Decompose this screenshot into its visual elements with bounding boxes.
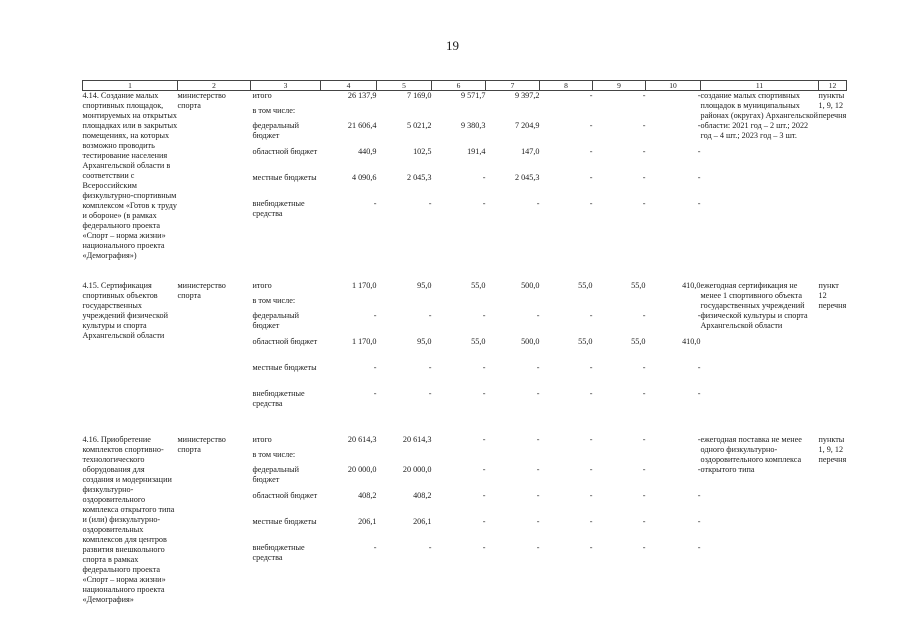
funding-value: 9 397,2 <box>514 91 540 100</box>
funding-source-label: внебюджетные средства <box>252 389 305 408</box>
funding-source-line <box>251 389 701 415</box>
funding-source-label: федеральный бюджет <box>252 121 300 140</box>
indicator-reference: пункты 1, 9, 12 перечня <box>818 435 847 464</box>
funding-value: - <box>697 91 701 100</box>
program-table <box>82 80 847 605</box>
funding-value: 9 380,3 <box>460 121 486 130</box>
responsible-executor: министерство спорта <box>177 91 226 110</box>
funding-value: 55,0 <box>578 281 593 290</box>
funding-source-label: федеральный бюджет <box>252 311 300 330</box>
funding-value: - <box>697 517 701 526</box>
funding-value: - <box>589 491 593 500</box>
funding-source-line <box>251 106 701 121</box>
page-number: 19 <box>446 38 459 53</box>
funding-block <box>251 91 701 262</box>
funding-value: - <box>642 543 646 552</box>
column-header: 8 <box>540 81 593 91</box>
funding-value: 95,0 <box>417 281 432 290</box>
funding-value: - <box>642 173 646 182</box>
funding-value: - <box>642 91 646 100</box>
funding-value: - <box>589 435 593 444</box>
funding-block <box>251 435 701 605</box>
funding-value: - <box>536 363 540 372</box>
funding-value: 55,0 <box>471 337 486 346</box>
funding-value: - <box>373 363 377 372</box>
funding-value: - <box>536 389 540 398</box>
funding-source-label: местные бюджеты <box>252 173 317 182</box>
funding-value: - <box>642 121 646 130</box>
funding-source-line <box>251 91 701 106</box>
funding-value: 20 614,3 <box>402 435 432 444</box>
funding-value: - <box>589 465 593 474</box>
funding-value: - <box>589 389 593 398</box>
funding-value: - <box>642 435 646 444</box>
funding-value: 500,0 <box>521 337 540 346</box>
column-header: 2 <box>178 81 251 91</box>
funding-value: 1 170,0 <box>351 337 377 346</box>
funding-value: - <box>642 517 646 526</box>
funding-value: 95,0 <box>417 337 432 346</box>
funding-source-label: внебюджетные средства <box>252 543 305 562</box>
funding-value: 410,0 <box>682 281 701 290</box>
funding-value: 20 000,0 <box>347 465 377 474</box>
funding-source-line <box>251 296 701 311</box>
measure-name: 4.14. Создание малых спортивных площадок, монтируемых на открытых площадках или в закрытых помещениях, на которых возможно проводить тестирование населения Архангельской области в соответствии с Всероссийским физкультурно-спортивным комплексом «Готов к труду и обороне» (в рамках федерального проекта «Спорт – норма жизни» национального проекта «Демография») <box>82 91 178 260</box>
funding-value: - <box>697 311 701 320</box>
funding-value: - <box>589 517 593 526</box>
column-header: 10 <box>646 81 701 91</box>
column-header: 1 <box>83 81 178 91</box>
funding-value: - <box>589 199 593 208</box>
funding-value: - <box>589 543 593 552</box>
funding-source-line <box>251 363 701 389</box>
funding-value: - <box>589 173 593 182</box>
funding-source-line <box>251 173 701 199</box>
funding-value: - <box>697 363 701 372</box>
funding-source-label: федеральный бюджет <box>252 465 300 484</box>
funding-value: - <box>536 543 540 552</box>
funding-value: 4 090,6 <box>351 173 377 182</box>
funding-value: 2 045,3 <box>406 173 432 182</box>
funding-value: - <box>589 311 593 320</box>
funding-value: 7 169,0 <box>406 91 432 100</box>
measure-name: 4.16. Приобретение комплектов спортивно-технологического оборудования для создания и модернизации физкультурно-оздоровительного комплекса открытого типа и (или) физкультурно-оздоровительных комплексов для центров развития внешкольного спорта в рамках федерального проекта «Спорт – норма жизни» национального проекта «Демография» <box>82 435 175 604</box>
funding-value: - <box>482 199 486 208</box>
column-header: 5 <box>377 81 432 91</box>
funding-value: 408,2 <box>413 491 432 500</box>
funding-value: 408,2 <box>358 491 377 500</box>
funding-value: - <box>482 173 486 182</box>
funding-value: 410,0 <box>682 337 701 346</box>
spacer-cell <box>83 415 847 435</box>
funding-value: - <box>697 465 701 474</box>
funding-value: - <box>482 491 486 500</box>
funding-source-line <box>251 465 701 491</box>
column-header: 12 <box>819 81 847 91</box>
funding-value: - <box>482 311 486 320</box>
column-header: 9 <box>593 81 646 91</box>
spacer-cell <box>83 261 847 281</box>
funding-value: - <box>536 465 540 474</box>
funding-value: 21 606,4 <box>347 121 377 130</box>
funding-value: - <box>536 199 540 208</box>
funding-value: - <box>642 389 646 398</box>
column-header: 6 <box>432 81 486 91</box>
funding-value: - <box>589 91 593 100</box>
funding-value: 191,4 <box>467 147 486 156</box>
funding-value: - <box>373 311 377 320</box>
funding-source-line <box>251 450 701 465</box>
funding-value: - <box>428 363 432 372</box>
column-header: 11 <box>701 81 819 91</box>
funding-value: 7 204,9 <box>514 121 540 130</box>
funding-value: - <box>428 389 432 398</box>
funding-source-label: областной бюджет <box>252 337 318 346</box>
funding-value: 55,0 <box>578 337 593 346</box>
funding-value: - <box>642 363 646 372</box>
funding-value: - <box>373 199 377 208</box>
funding-value: - <box>482 543 486 552</box>
funding-value: - <box>642 491 646 500</box>
row-spacer <box>83 261 847 281</box>
funding-value: 55,0 <box>631 281 646 290</box>
funding-block <box>251 281 701 415</box>
funding-value: - <box>482 517 486 526</box>
funding-value: 55,0 <box>471 281 486 290</box>
funding-value: - <box>536 435 540 444</box>
funding-source-label: местные бюджеты <box>252 517 317 526</box>
funding-value: 500,0 <box>521 281 540 290</box>
funding-value: - <box>697 435 701 444</box>
indicator-reference: пункт 12 перечня <box>818 281 847 310</box>
expected-result: ежегодная поставка не менее одного физкультурно-оздоровительного комплекса открытого типа <box>700 435 802 474</box>
funding-source-label: в том числе: <box>252 450 296 459</box>
funding-value: 147,0 <box>521 147 540 156</box>
funding-value: 5 021,2 <box>406 121 432 130</box>
funding-value: - <box>697 543 701 552</box>
funding-value: 20 614,3 <box>347 435 377 444</box>
funding-source-line <box>251 199 701 225</box>
funding-value: - <box>482 435 486 444</box>
funding-value: - <box>482 389 486 398</box>
funding-source-label: итого <box>252 281 272 290</box>
funding-source-line <box>251 311 701 337</box>
funding-source-label: областной бюджет <box>252 147 318 156</box>
indicator-reference: пункты 1, 9, 12 перечня <box>818 91 847 120</box>
expected-result: ежегодная сертификация не менее 1 спортивного объекта государственных учреждений физической культуры и спорта Архангельской области <box>700 281 808 330</box>
funding-value: - <box>642 147 646 156</box>
funding-value: - <box>697 491 701 500</box>
funding-value: - <box>482 465 486 474</box>
funding-value: - <box>697 173 701 182</box>
funding-value: 55,0 <box>631 337 646 346</box>
row-spacer <box>83 415 847 435</box>
funding-value: - <box>482 363 486 372</box>
funding-source-line <box>251 517 701 543</box>
funding-value: - <box>428 311 432 320</box>
funding-value: 26 137,9 <box>347 91 377 100</box>
funding-value: - <box>589 121 593 130</box>
funding-value: 102,5 <box>413 147 432 156</box>
table-row <box>83 91 847 262</box>
funding-value: - <box>697 147 701 156</box>
funding-value: 206,1 <box>358 517 377 526</box>
funding-value: - <box>589 363 593 372</box>
funding-source-line <box>251 147 701 173</box>
column-header: 4 <box>321 81 377 91</box>
funding-source-label: местные бюджеты <box>252 363 317 372</box>
funding-source-line <box>251 435 701 450</box>
funding-source-label: итого <box>252 91 272 100</box>
funding-value: - <box>373 389 377 398</box>
funding-value: 206,1 <box>413 517 432 526</box>
funding-value: - <box>697 121 701 130</box>
column-header: 7 <box>486 81 540 91</box>
responsible-executor: министерство спорта <box>177 281 226 300</box>
funding-value: - <box>373 543 377 552</box>
funding-value: - <box>428 199 432 208</box>
funding-source-label: в том числе: <box>252 106 296 115</box>
funding-value: - <box>536 311 540 320</box>
funding-source-line <box>251 121 701 147</box>
column-header: 3 <box>251 81 321 91</box>
column-number-row <box>83 81 847 91</box>
funding-source-line <box>251 337 701 363</box>
responsible-executor: министерство спорта <box>177 435 226 454</box>
measure-name: 4.15. Сертификация спортивных объектов государственных учреждений физической культуры и спорта Архангельской области <box>82 281 169 340</box>
funding-value: - <box>697 199 701 208</box>
funding-source-label: областной бюджет <box>252 491 318 500</box>
funding-value: 440,9 <box>358 147 377 156</box>
funding-source-line <box>251 281 701 296</box>
funding-value: 9 571,7 <box>460 91 486 100</box>
expected-result: создание малых спортивных площадок в муниципальных районах (округах) Архангельской области: 2021 год – 2 шт.; 2022 год – 4 шт.; 2023 год – 3 шт. <box>700 91 818 140</box>
funding-value: 20 000,0 <box>402 465 432 474</box>
funding-value: - <box>642 199 646 208</box>
funding-value: - <box>589 147 593 156</box>
funding-source-line <box>251 543 701 569</box>
funding-value: 1 170,0 <box>351 281 377 290</box>
funding-source-label: в том числе: <box>252 296 296 305</box>
funding-value: - <box>536 491 540 500</box>
funding-value: - <box>642 465 646 474</box>
table-row <box>83 281 847 415</box>
funding-value: - <box>697 389 701 398</box>
funding-source-label: внебюджетные средства <box>252 199 305 218</box>
funding-value: - <box>536 517 540 526</box>
funding-source-line <box>251 491 701 517</box>
funding-source-label: итого <box>252 435 272 444</box>
funding-value: - <box>428 543 432 552</box>
funding-value: 2 045,3 <box>514 173 540 182</box>
funding-value: - <box>642 311 646 320</box>
table-row <box>83 435 847 605</box>
